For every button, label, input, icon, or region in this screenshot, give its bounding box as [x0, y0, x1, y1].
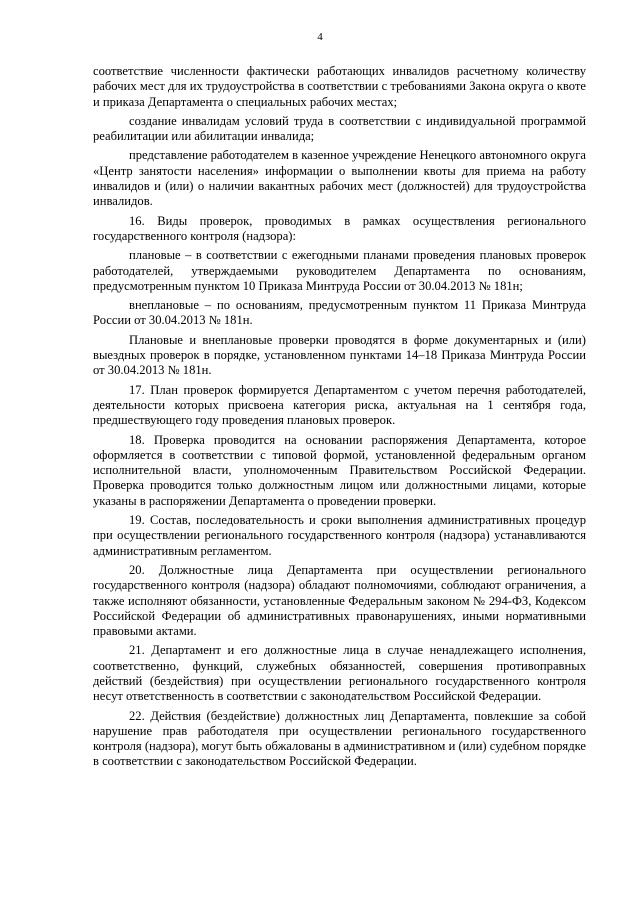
- paragraph: Плановые и внеплановые проверки проводятся в форме документарных и (или) выездных проверок в порядке, установленном пунктами 14–18 Приказа Минтруда России от 30.04.2013 № 181н.: [93, 332, 586, 378]
- paragraph: представление работодателем в казенное учреждение Ненецкого автономного округа «Центр занятости населения» информации о выполнении квоты для приема на работу инвалидов и (или) о наличии вакантных рабочих мест (должностей) для трудоустройства инвалидов.: [93, 148, 586, 209]
- paragraph: внеплановые – по основаниям, предусмотренным пунктом 11 Приказа Минтруда России от 30.04.2013 № 181н.: [93, 298, 586, 328]
- paragraph-section-21: 21. Департамент и его должностные лица в случае ненадлежащего исполнения, соответственно, функций, служебных обязанностей, совершения противоправных действий (бездействия) при осуществлении регионального государственного контроля несут ответственность в соответствии с законодательством Российской Федерации.: [93, 643, 586, 704]
- paragraph-section-22: 22. Действия (бездействие) должностных лиц Департамента, повлекшие за собой нарушение прав работодателя при осуществлении регионального государственного контроля (надзора), могут быть обжалованы в административном и (или) судебном порядке в соответствии с законодательством Российской Федерации.: [93, 708, 586, 769]
- paragraph-section-16: 16. Виды проверок, проводимых в рамках осуществления регионального государственного контроля (надзора):: [93, 213, 586, 243]
- paragraph: плановые – в соответствии с ежегодными планами проведения плановых проверок работодателей, утверждаемыми руководителем Департамента по основаниям, предусмотренным пунктом 10 Приказа Минтруда России от 30.04.2013 № 181н;: [93, 248, 586, 293]
- paragraph-section-17: 17. План проверок формируется Департаментом с учетом перечня работодателей, деятельности которых присвоена категория риска, актуальная на 1 сентября года, предшествующего году проведения плановых проверок.: [93, 382, 586, 428]
- document-body: [93, 64, 586, 774]
- paragraph-section-19: 19. Состав, последовательность и сроки выполнения административных процедур при осуществлении регионального государственного контроля (надзора) устанавливаются административным регламентом.: [93, 513, 586, 558]
- paragraph: создание инвалидам условий труда в соответствии с индивидуальной программой реабилитации или абилитации инвалида;: [93, 113, 586, 144]
- paragraph-section-20: 20. Должностные лица Департамента при осуществлении регионального государственного контроля (надзора) обладают полномочиями, соблюдают ограничения, а также исполняют обязанности, установленные Федеральным законом № 294-ФЗ, Кодексом Российской Федерации об административных правонарушениях, иными нормативными правовыми актами.: [93, 562, 586, 639]
- paragraph-continued: соответствие численности фактически работающих инвалидов расчетному количеству рабочих мест для их трудоустройства в соответствии с требованиями Закона округа о квоте и приказа Департамента о специальных рабочих местах;: [93, 64, 586, 109]
- page-number: 4: [317, 31, 323, 43]
- paragraph-section-18: 18. Проверка проводится на основании распоряжения Департамента, которое оформляется в соответствии с типовой формой, установленной федеральным органом исполнительной власти, уполномоченным Правительством Российской Федерации. Проверка проводится только должностным лицом или должностными лицами, которые указаны в распоряжении Департамента о проведении проверки.: [93, 432, 586, 508]
